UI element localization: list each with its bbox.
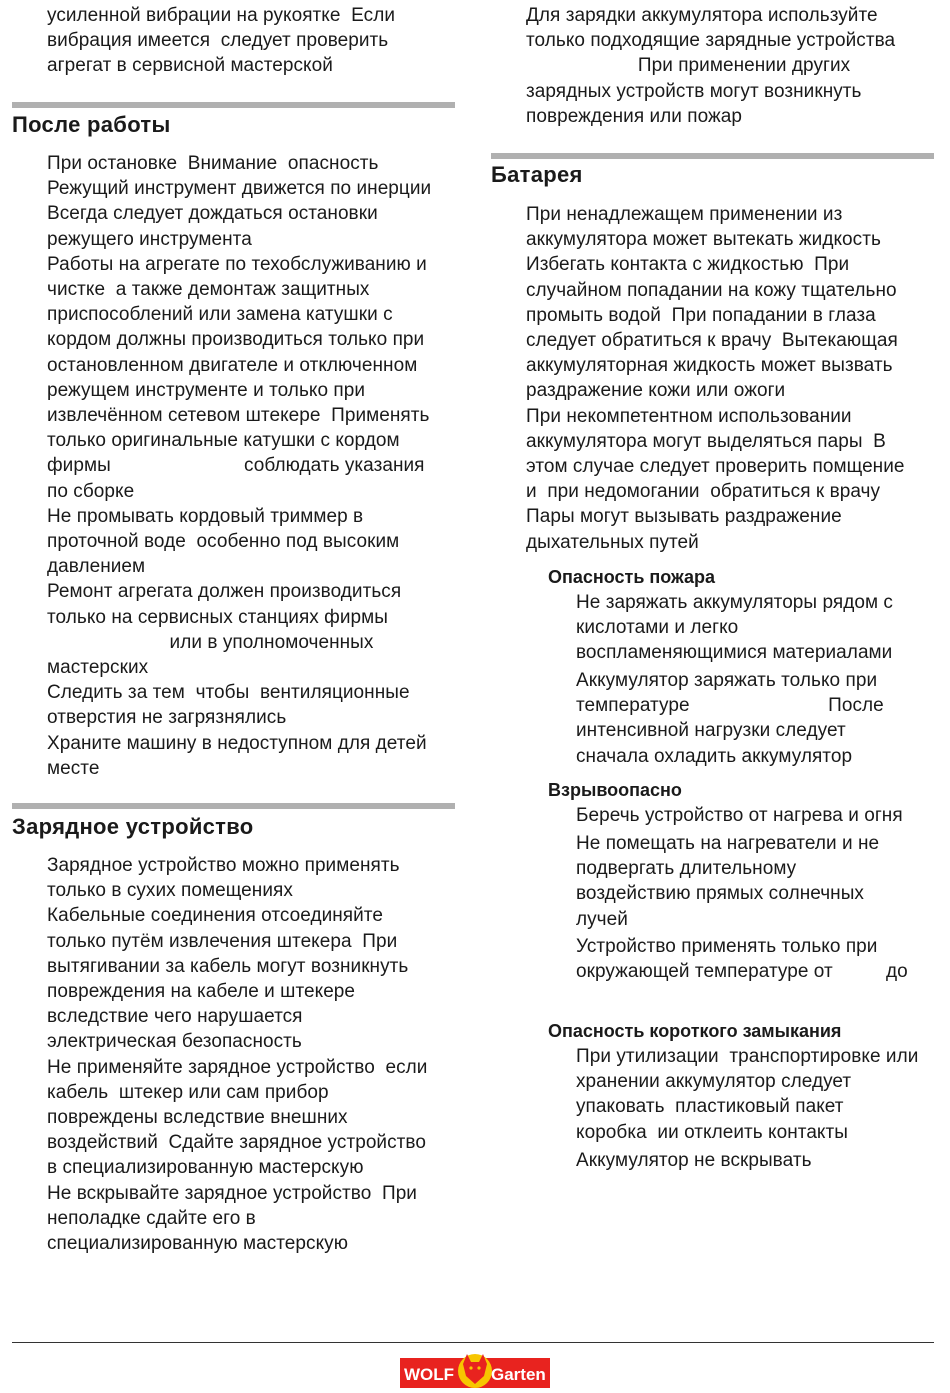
subheading-explosion: Взрывоопасно (548, 780, 682, 800)
text-line: только путём извлечения штекера При (47, 930, 398, 952)
text-line: Не применяйте зарядное устройство если (47, 1056, 428, 1078)
text-line: режущем инструменте и только при (47, 379, 366, 401)
text-line: фирмы соблюдать указания (47, 455, 425, 477)
text-line: упаковать пластиковый пакет (576, 1096, 844, 1118)
text-line: коробка ии отклеить контакты (576, 1121, 848, 1143)
text-line: отверстия не загрязнялись (47, 707, 287, 729)
text-line: аккумулятора может вытекать жидкость (526, 229, 881, 251)
text-line: Всегда следует дождаться остановки (47, 203, 378, 225)
left-intro (47, 3, 395, 79)
text-line: хранении аккумулятор следует (576, 1071, 852, 1093)
text-line: дыхательных путей (526, 531, 699, 553)
text-line: кислотами и легко (576, 617, 739, 639)
text-line: и при недомогании обратиться к врачу (526, 481, 881, 503)
text-line: этом случае следует проверить помщение (526, 456, 905, 478)
subheading-short-circuit: Опасность короткого замыкания (548, 1021, 842, 1041)
fire-text-1 (576, 590, 893, 666)
text-line: режущего инструмента (47, 228, 252, 250)
footer-rule (12, 1342, 934, 1343)
text-line: электрическая безопасность (47, 1031, 302, 1053)
text-line: чистке а также демонтаж защитных (47, 279, 370, 301)
subheading-fire-danger: Опасность пожара (548, 567, 716, 587)
text-line: Аккумулятор заряжать только при (576, 670, 878, 691)
text-line: только на сервисных станциях фирмы (47, 606, 388, 628)
text-line: вследствие чего нарушается (47, 1006, 303, 1028)
text-line: воздействию прямых солнечных (576, 883, 864, 905)
charger-text (47, 853, 427, 1256)
section-divider (491, 153, 934, 159)
text-line: следует обратиться к врачу Вытекающая (526, 330, 898, 352)
short-circuit-text-2 (576, 1148, 812, 1173)
text-line: месте (47, 757, 100, 779)
text-line: давлением (47, 556, 146, 578)
text-line: воспламеняющимися материалами (576, 642, 893, 664)
right-intro (526, 3, 895, 129)
text-line: зарядных устройств могут возникнуть (526, 80, 862, 102)
text-line: При утилизации транспортировке или (576, 1046, 919, 1067)
section-title-charger: Зарядное устройство (12, 814, 254, 839)
text-line: остановленном двигателе и отключенном (47, 354, 418, 376)
text-line: При некомпетентном использовании (526, 405, 852, 427)
text-line: Не вскрывайте зарядное устройство При (47, 1182, 417, 1204)
text-line: случайном попадании на кожу тщательно (526, 279, 897, 301)
explosion-text-3 (576, 934, 908, 984)
section-title-battery: Батарея (491, 162, 583, 187)
text-line: вытягивании за кабель могут возникнуть (47, 955, 409, 977)
text-line: вибрация имеется следует проверить (47, 30, 389, 52)
text-line: повреждения или пожар (526, 105, 743, 127)
text-line: только в сухих помещениях (47, 880, 293, 902)
text-line: лучей (576, 908, 628, 930)
text-line: Устройство применять только при (576, 936, 878, 957)
text-line: извлечённом сетевом штекере Применять (47, 405, 430, 427)
after-work-text (47, 151, 431, 781)
text-line: проточной воде особенно под высоким (47, 531, 400, 553)
section-divider (12, 803, 455, 809)
text-line: только подходящие зарядные устройства (526, 30, 896, 52)
text-line: интенсивной нагрузки следует (576, 720, 846, 742)
fire-text-2 (576, 668, 884, 769)
svg-text:Garten: Garten (491, 1365, 546, 1384)
text-line: усиленной вибрации на рукоятке Если (47, 5, 395, 26)
svg-text:WOLF: WOLF (404, 1365, 455, 1384)
explosion-text-1 (576, 803, 903, 828)
text-line: раздражение кожи или ожоги (526, 380, 786, 402)
section-title-after-work: После работы (12, 112, 171, 137)
text-line: Не заряжать аккумуляторы рядом с (576, 592, 893, 613)
text-line: При ненадлежащем применении из (526, 204, 843, 225)
text-line: Пары могут вызывать раздражение (526, 506, 842, 528)
wolf-garten-logo (400, 1348, 550, 1388)
text-line: приспособлений или замена катушки с (47, 304, 393, 326)
text-line: Не промывать кордовый триммер в (47, 505, 364, 527)
text-line: кабель штекер или сам прибор (47, 1081, 329, 1103)
text-line: сначала охладить аккумулятор (576, 745, 853, 767)
text-line: аккумулятора могут выделяться пары В (526, 430, 886, 452)
text-line: Избегать контакта с жидкостью При (526, 254, 850, 276)
text-line: промыть водой При попадании в глаза (526, 304, 876, 326)
text-line: Аккумулятор не вскрывать (576, 1150, 812, 1171)
text-line: агрегат в сервисной мастерской (47, 55, 333, 77)
text-line: Работы на агрегате по техобслуживанию и (47, 253, 427, 275)
text-line: Храните машину в недоступном для детей (47, 732, 427, 754)
text-line: Зарядное устройство можно применять (47, 855, 400, 876)
text-line: Не помещать на нагреватели и не (576, 833, 880, 854)
text-line: кордом должны производиться только при (47, 329, 425, 351)
text-line: Режущий инструмент движется по инерции (47, 178, 432, 200)
text-line: мастерских (47, 657, 149, 679)
wolf-garten-logo-graphic (400, 1348, 550, 1388)
text-line: окружающей температуре от до (576, 961, 908, 983)
text-line: в специализированную мастерскую (47, 1157, 364, 1179)
explosion-text-2 (576, 831, 879, 932)
text-line: специализированную мастерскую (47, 1233, 349, 1255)
text-line: воздействий Сдайте зарядное устройство (47, 1132, 426, 1154)
text-line: аккумуляторная жидкость может вызвать (526, 355, 893, 377)
section-divider (12, 102, 455, 108)
text-line: При применении других (526, 55, 851, 77)
text-line: или в уполномоченных (47, 631, 374, 653)
text-line: повреждены вследствие внешних (47, 1107, 348, 1129)
text-line: Для зарядки аккумулятора используйте (526, 5, 878, 26)
text-line: Кабельные соединения отсоединяйте (47, 905, 383, 927)
text-line: температуре После (576, 695, 884, 717)
text-line: по сборке (47, 480, 135, 502)
text-line: Ремонт агрегата должен производиться (47, 581, 402, 603)
text-line: подвергать длительному (576, 858, 797, 880)
text-line: Следить за тем чтобы вентиляционные (47, 682, 410, 704)
text-line: повреждения на кабеле и штекере (47, 981, 356, 1003)
battery-text (526, 202, 905, 555)
text-line: неполадке сдайте его в (47, 1207, 256, 1229)
text-line: только оригинальные катушки с кордом (47, 430, 400, 452)
text-line: При остановке Внимание опасность (47, 153, 379, 174)
short-circuit-text-1 (576, 1044, 918, 1145)
text-line: Беречь устройство от нагрева и огня (576, 805, 903, 826)
